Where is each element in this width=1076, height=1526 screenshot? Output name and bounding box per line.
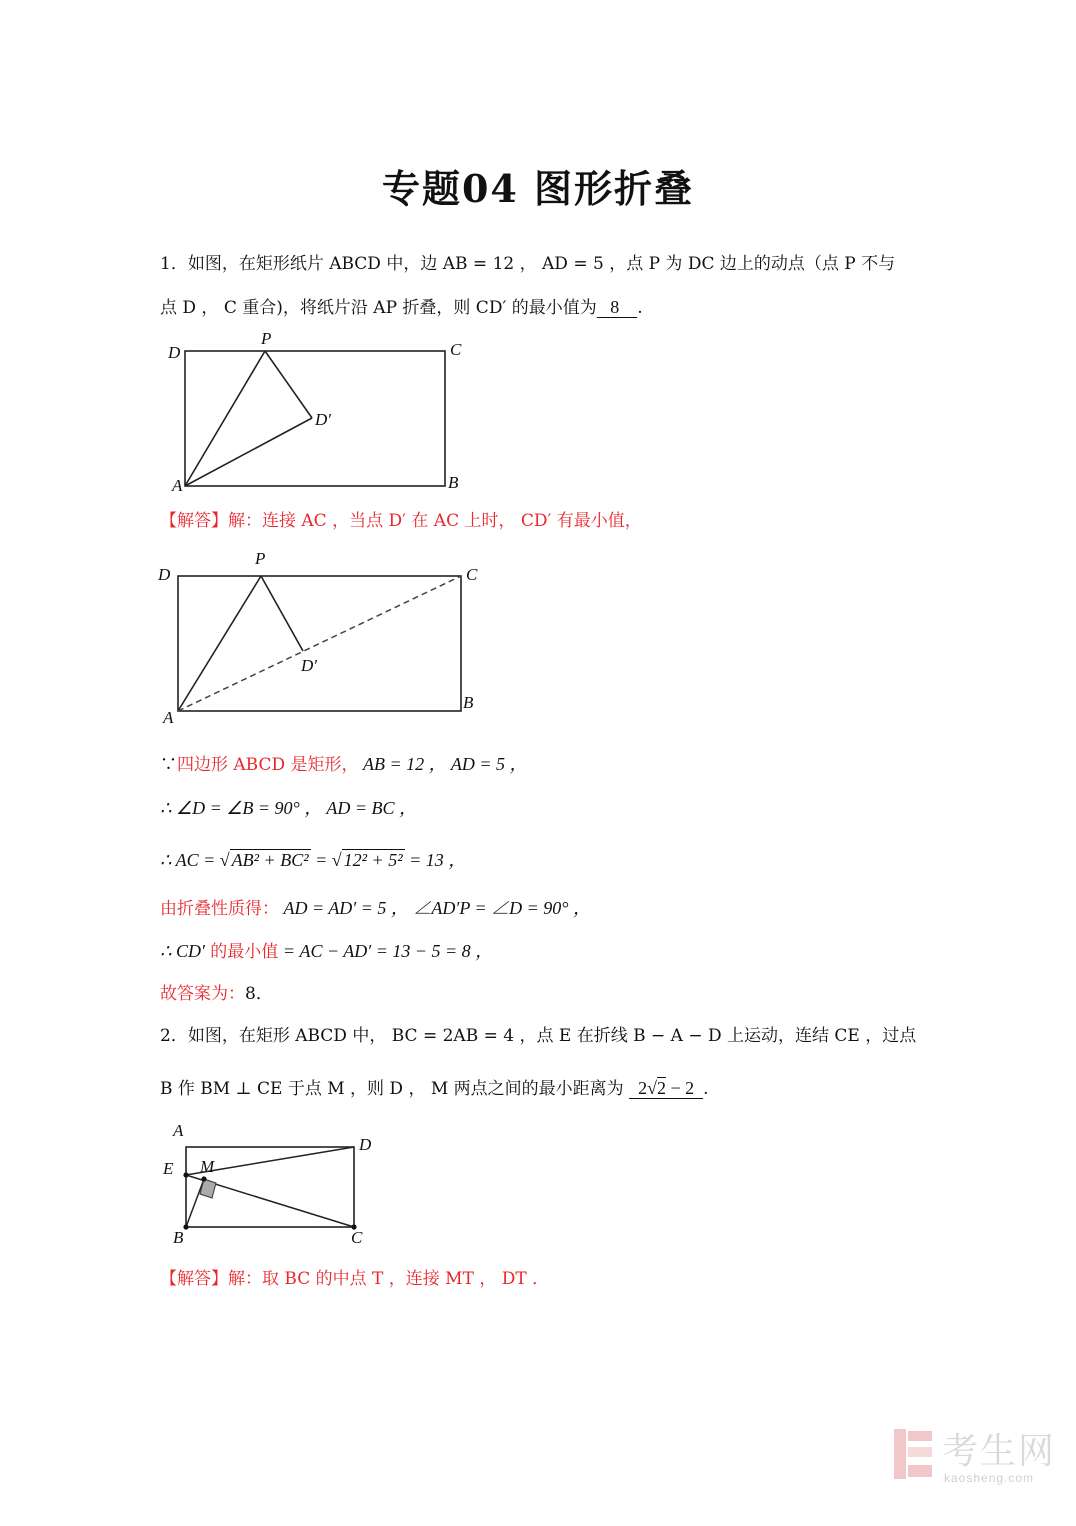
q2-label-d: D [359,1135,372,1154]
watermark-url: kaosheng.com [944,1471,1035,1485]
sol1-label-p: P [255,549,266,568]
sol1-step4-red: 由折叠性质得： [160,899,279,919]
sol1-answer-value: 8． [245,984,273,1004]
sol1-step5-prefix: ∴ CD′ [160,941,205,961]
q2-segment-bm [186,1179,204,1227]
q2-label-c: C [351,1228,363,1247]
q1-answer: 8 [596,297,638,317]
q1-segment-pd [265,351,312,418]
sol1-line1 [160,509,642,533]
q1-label-b: B [448,473,459,492]
because-symbol: ∵ [160,755,177,775]
q2-label-a: A [173,1121,184,1140]
q2-answer [629,1077,703,1098]
sol1-segment-pd [261,576,303,651]
sol1-line1-rest: 解：连接 AC ，当点 D′ 在 AC 上时， CD′ 有最小值， [228,511,642,531]
q1-line2-prefix: 点 D ， C 重合)，将纸片沿 AP 折叠，则 CD′ 的最小值为 [160,298,597,318]
q2-answer-a: 2 [629,1078,648,1098]
sol1-step3-mid: = [315,850,328,870]
sol1-label-a: A [163,708,174,727]
q2-point-m [201,1176,206,1181]
sol2-line1-rest: 解：取 BC 的中点 T ，连接 MT ， DT ． [228,1269,550,1289]
watermark [890,1423,1060,1503]
sol1-step1-math: AB = 12 ， AD = 5 ， [358,754,528,774]
sol1-step1-red: 四边形 ABCD 是矩形， [177,755,359,775]
page-title: 专题04 图形折叠 [381,166,695,211]
q1-segment-ad [185,418,312,486]
q1-label-dprime: D′ [315,410,331,429]
q1-label-c: C [450,340,462,359]
q2-answer-radical: √ [647,1078,657,1098]
sol1-step3-radicand1: AB² + BC² [231,850,309,870]
sol1-step2: ∴ ∠D = ∠B = 90° ， AD = BC ， [160,798,418,818]
q2-line2-prefix: B 作 BM ⊥ CE 于点 M ，则 D ， M 两点之间的最小距离为 [160,1079,630,1099]
q2-answer-b: − 2 [665,1078,704,1098]
sol1-step3-radicand2: 12² + 5² [343,850,403,870]
sol1-step4-math: AD = AD′ = 5 ， ∠AD′P = ∠D = 90° ， [279,898,591,918]
sol1-step4 [160,896,591,921]
q2-point-e [183,1172,188,1177]
q2-line2 [160,1076,709,1101]
sol1-segment-ap [178,576,261,711]
q1-label-d: D [168,343,181,362]
q2-answer-radicand: 2 [656,1078,666,1098]
sol1-diagonal-ac [178,576,461,711]
q2-figure [158,1118,398,1253]
sol1-answer [160,982,273,1006]
q1-figure [160,325,480,500]
sol1-label-d: D [158,565,171,584]
sol1-step3 [160,848,466,872]
sol1-step3-prefix: ∴ AC = [160,850,216,870]
sol2-line1 [160,1267,549,1291]
q2-line1: 2．如图，在矩形 ABCD 中， BC = 2AB = 4 ，点 E 在折线 B − A − D 上运动，连结 CE ，过点 [160,1026,917,1046]
watermark-logo-icon [890,1425,938,1485]
sol1-label-dprime: D′ [301,656,317,675]
sol1-label-b: B [463,693,474,712]
sol1-step5-math: = AC − AD′ = 13 − 5 = 8 ， [278,941,494,961]
sol1-step5-red: 的最小值 [204,942,279,962]
q1-line2-suffix: . [637,298,643,318]
q2-point-b [183,1224,188,1229]
sol1-step1 [160,752,527,777]
sol2-tag: 【解答】 [160,1269,228,1289]
sol1-step5 [160,939,493,964]
sol1-tag: 【解答】 [160,511,228,531]
sqrt-radical-1: √ [219,850,230,870]
q1-line2 [160,295,643,320]
sol1-answer-label: 故答案为： [160,984,245,1004]
q2-label-e: E [163,1159,174,1178]
q2-line2-suffix: . [703,1079,709,1099]
sol1-label-c: C [466,565,478,584]
sol1-figure [155,545,495,730]
q1-line1: 1．如图，在矩形纸片 ABCD 中，边 AB = 12 ， AD = 5 ，点 P 为 DC 边上的动点（点 P 不与 [160,254,896,274]
watermark-text: 考生网 [942,1430,1057,1471]
q2-label-m: M [200,1157,215,1176]
sqrt-radical-2: √ [331,850,342,870]
q1-segment-ap [185,351,265,486]
q1-label-a: A [172,476,183,495]
q2-label-b: B [173,1228,184,1247]
q1-label-p: P [261,329,272,348]
sol1-step3-suffix: = 13 ， [409,850,467,870]
